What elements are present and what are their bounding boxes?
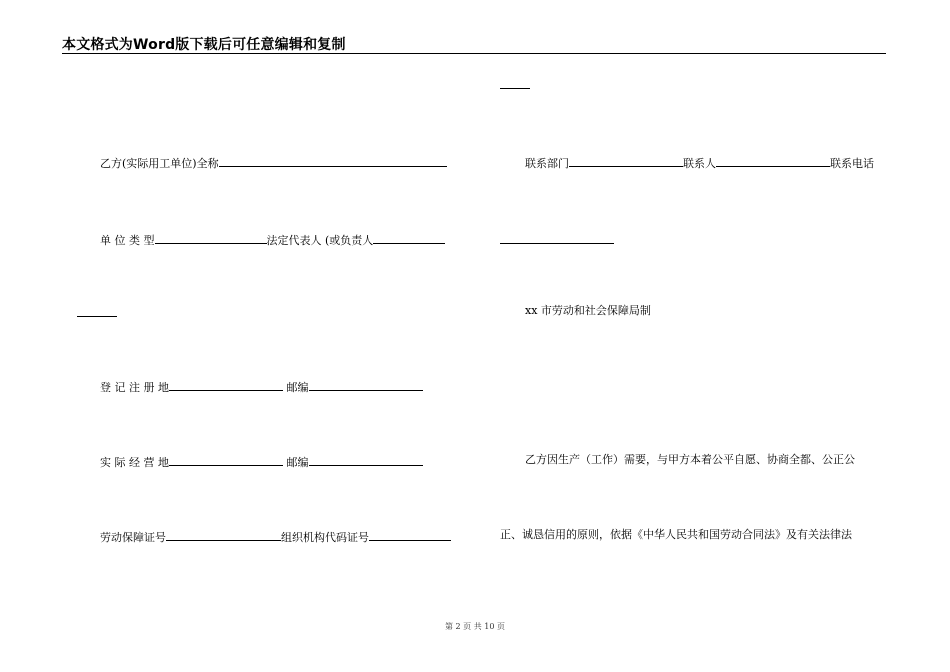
reg-address-blank (169, 378, 283, 391)
postcode-blank-2 (309, 453, 423, 466)
unit-type-blank (155, 231, 267, 244)
header-divider (62, 53, 886, 54)
legal-rep-blank (373, 231, 445, 244)
contact-person-blank (716, 154, 830, 167)
unit-type-row (100, 231, 445, 248)
contact-person-label: 联系人 (683, 157, 716, 170)
labor-cert-blank (166, 528, 281, 541)
postcode-label-1: 邮编 (286, 381, 309, 394)
labor-cert-row (100, 528, 451, 545)
contact-dept-blank (569, 154, 683, 167)
contact-row (525, 154, 874, 171)
party-b-name-row (100, 154, 447, 171)
paragraph-line-2: 正、诚恳信用的原则，依据《中华人民共和国劳动合同法》及有关法律法 (500, 528, 852, 541)
labor-cert-label: 劳动保障证号 (100, 531, 166, 544)
contact-phone-blank-row (500, 231, 614, 248)
contact-phone-label: 联系电话 (830, 157, 874, 170)
legal-rep-label: 法定代表人 (或负责人 (266, 234, 374, 247)
contact-dept-label: 联系部门 (525, 157, 569, 170)
header-title: 本文格式为Word版下载后可任意编辑和复制 (62, 37, 346, 53)
legal-rep-blank-continued (77, 304, 117, 317)
actual-address-label: 实 际 经 营 地 (100, 456, 169, 469)
org-code-label: 组织机构代码证号 (281, 531, 369, 544)
actual-address-blank (169, 453, 283, 466)
bureau-text: xx 市劳动和社会保障局制 (525, 304, 651, 317)
page-number: 第 2 页 共 10 页 (445, 622, 505, 631)
party-b-label: 乙方(实际用工单位)全称 (100, 157, 219, 170)
legal-rep-blank-cont-row (77, 304, 117, 321)
reg-address-label: 登 记 注 册 地 (100, 381, 169, 394)
paragraph-line-1: 乙方因生产（工作）需要，与甲方本着公平自愿、协商全都、公正公 (525, 453, 855, 466)
reg-address-row (100, 378, 423, 395)
postcode-blank-1 (309, 378, 423, 391)
contact-phone-blank (500, 231, 614, 244)
org-code-blank (369, 528, 451, 541)
unit-type-label: 单 位 类 型 (100, 234, 155, 247)
continued-blank (500, 76, 530, 89)
postcode-label-2: 邮编 (286, 456, 309, 469)
continued-blank-row (500, 76, 530, 93)
actual-address-row (100, 453, 423, 470)
party-b-name-blank (219, 154, 447, 167)
